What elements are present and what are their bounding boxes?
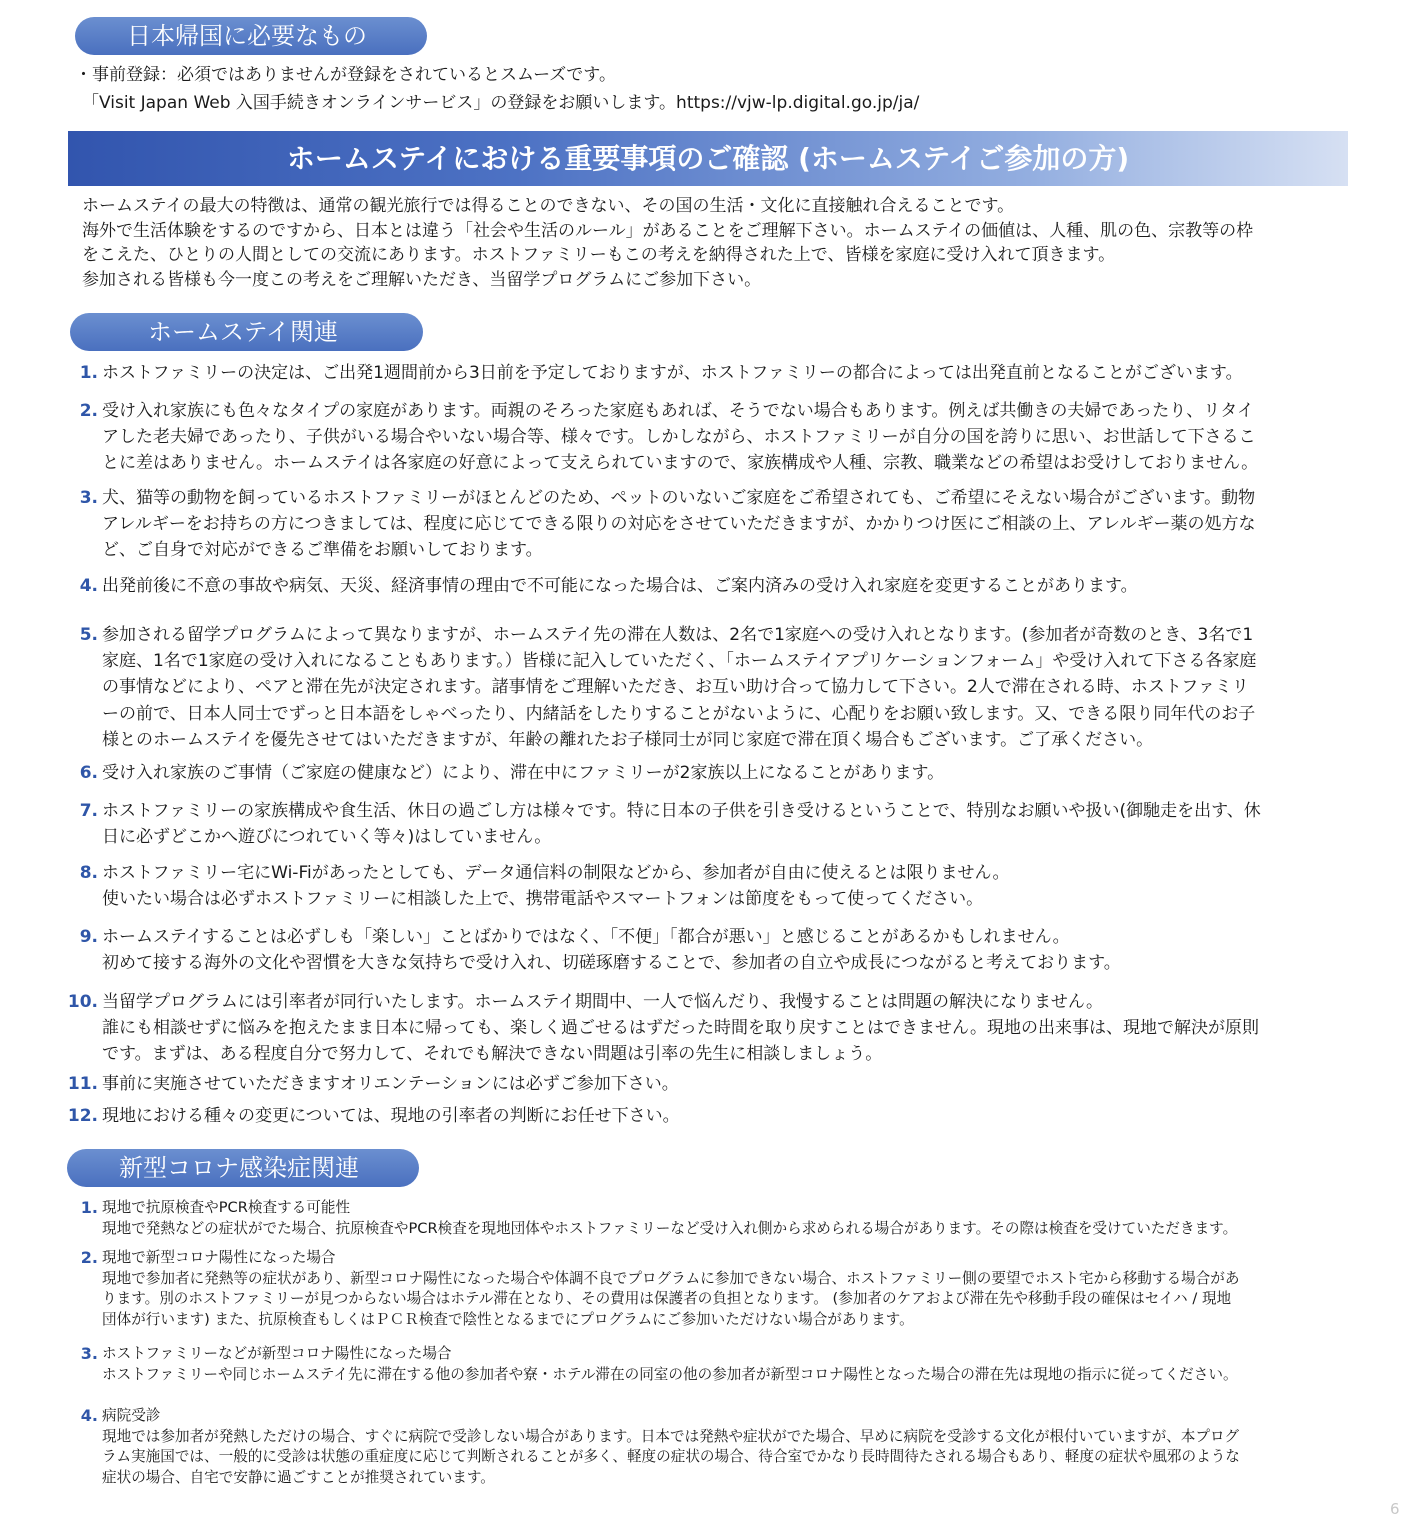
item-line: ホストファミリー宅にWi-Fiがあったとしても、データ通信料の制限などから、参加者が自由に使えるとは限りません。 — [102, 863, 1010, 883]
item-line: 犬、猫等の動物を飼っているホストファミリーがほとんどのため、ペットのいないご家庭をご希望されても、ご希望にそえない場合がございます。動物 — [102, 488, 1256, 508]
item-line: 現地で新型コロナ陽性になった場合 — [102, 1249, 336, 1266]
item-line: ホストファミリーや同じホームステイ先に滞在する他の参加者や寮・ホテル滞在の同室の他の参加者が新型コロナ陽性となった場合の滞在先は現地の指示に従ってください。 — [102, 1365, 1238, 1383]
item-line: 事前に実施させていただきますオリエンテーションには必ずご参加下さい。 — [102, 1074, 679, 1094]
item-line: 日に必ずどこかへ遊びにつれていく等々)はしていません。 — [102, 827, 552, 848]
item-text — [102, 760, 1352, 786]
item-number: 7. — [79, 801, 98, 821]
item-number: 1. — [79, 363, 98, 383]
item-line: 現地で発熱などの症状がでた場合、抗原検査やPCR検査を現地団体やホストファミリーなど受け入れ側から求められる場合があります。その際は検査を受けていただきます。 — [102, 1219, 1238, 1237]
item-line: ホストファミリーの決定は、ご出発1週間前から3日前を予定しておりますが、ホストファミリーの都合によっては出発直前となることがございます。 — [102, 363, 1243, 383]
item-line: ホストファミリーの家族構成や食生活、休日の過ごし方は様々です。特に日本の子供を引き受けるということで、特別なお願いや扱い(御馳走を出す、休 — [102, 801, 1261, 821]
item-line: 病院受診 — [102, 1407, 161, 1424]
item-line: 症状の場合、自宅で安静に過ごすことが推奨されています。 — [102, 1468, 495, 1486]
item-number: 12. — [67, 1106, 98, 1126]
item-number: 2. — [80, 1248, 98, 1267]
item-line: 受け入れ家族にも色々なタイプの家庭があります。両親のそろった家庭もあれば、そうでない場合もあります。例えば共働きの夫婦であったり、リタイ — [102, 401, 1254, 421]
item-text — [102, 1406, 1352, 1488]
item-number: 10. — [67, 992, 98, 1012]
item-text — [102, 573, 1352, 599]
item-text — [102, 1071, 1352, 1097]
item-line: 現地では参加者が発熱しただけの場合、すぐに病院で受診しない場合があります。日本では発熱や症状がでた場合、早めに病院を受診する文化が根付いていますが、本プログ — [102, 1427, 1240, 1445]
intro-line: をこえた、ひとりの人間としての交流にあります。ホストファミリーもこの考えを納得された上で、皆様を家庭に受け入れて頂きます。 — [82, 245, 1116, 266]
item-text — [102, 860, 1352, 912]
intro-line: 参加される皆様も今一度この考えをご理解いただき、当留学プログラムにご参加下さい。 — [82, 270, 762, 291]
item-text — [102, 798, 1352, 850]
item-text — [102, 360, 1352, 386]
item-line: の事情などにより、ペアと滞在先が決定されます。諸事情をご理解いただき、お互い助け合って協力して下さい。2人で滞在される時、ホストファミリ — [102, 677, 1249, 698]
item-line: 使いたい場合は必ずホストファミリーに相談した上で、携帯電話やスマートフォンは節度をもって使ってください。 — [102, 889, 984, 910]
item-number: 9. — [79, 927, 98, 947]
item-line: ど、ご自身で対応ができるご準備をお願いしております。 — [102, 540, 543, 561]
homestay-banner-title: ホームステイにおける重要事項のご確認 (ホームステイご参加の方) — [68, 131, 1348, 186]
return-line-2: 「Visit Japan Web 入国手続きオンラインサービス」の登録をお願いします。https://vjw-lp.digital.go.jp/ja/ — [82, 93, 920, 113]
item-line: 団体が行います) また、抗原検査もしくはＰＣＲ検査で陰性となるまでにプログラムにご参加いただけない場合があります。 — [102, 1310, 914, 1328]
item-line: とに差はありません。ホームステイは各家庭の好意によって支えられていますので、家族構成や人種、宗教、職業などの希望はお受けしておりません。 — [102, 453, 1259, 474]
item-text — [102, 1344, 1352, 1385]
item-line: 初めて接する海外の文化や習慣を大きな気持ちで受け入れ、切磋琢磨することで、参加者の自立や成長につながると考えております。 — [102, 953, 1121, 974]
item-line: 当留学プログラムには引率者が同行いたします。ホームステイ期間中、一人で悩んだり、我慢することは問題の解決になりません。 — [102, 992, 1103, 1012]
item-text — [102, 1103, 1352, 1129]
item-line: ーの前で、日本人同士でずっと日本語をしゃべったり、内緒話をしたりすることがないように、心配りをお願い致します。又、できる限り同年代のお子 — [102, 703, 1256, 724]
item-number: 6. — [79, 763, 98, 783]
item-number: 1. — [80, 1198, 98, 1217]
item-number: 4. — [80, 1406, 98, 1425]
item-line: ホームステイすることは必ずしも「楽しい」ことばかりではなく、「不便」「都合が悪い」と感じることがあるかもしれません。 — [102, 927, 1070, 947]
page-number: 6 — [1390, 1500, 1400, 1518]
section-heading-return: 日本帰国に必要なもの — [75, 17, 427, 55]
item-text — [102, 924, 1352, 976]
item-line: アした老夫婦であったり、子供がいる場合やいない場合等、様々です。しかしながら、ホストファミリーが自分の国を誇りに思い、お世話して下さるこ — [102, 427, 1256, 448]
item-text — [102, 1198, 1352, 1239]
item-number: 4. — [79, 576, 98, 596]
item-number: 3. — [80, 1344, 98, 1363]
section-heading-homestay: ホームステイ関連 — [70, 313, 423, 351]
item-number: 2. — [79, 401, 98, 421]
item-line: ラム実施国では、一般的に受診は状態の重症度に応じて判断されることが多く、軽度の症状の場合、待合室でかなり長時間待たされる場合もあり、軽度の症状や風邪のような — [102, 1448, 1240, 1466]
item-line: 家庭、1名で1家庭の受け入れになることもあります。）皆様に記入していただく、「ホームステイアプリケーションフォーム」や受け入れて下さる各家庭 — [102, 651, 1257, 672]
item-text — [102, 485, 1352, 564]
intro-paragraph — [82, 194, 1357, 293]
return-line-1: ・事前登録：必須ではありませんが登録をされているとスムーズです。 — [75, 65, 616, 85]
intro-line: 海外で生活体験をするのですから、日本とは違う「社会や生活のルール」があることをご理解下さい。ホームステイの価値は、人種、肌の色、宗教等の枠 — [82, 220, 1254, 241]
item-line: 参加される留学プログラムによって異なりますが、ホームステイ先の滞在人数は、2名で1家庭への受け入れとなります。(参加者が奇数のとき、3名で1 — [102, 625, 1254, 645]
item-line: 現地で抗原検査やPCR検査する可能性 — [102, 1199, 351, 1216]
item-line: 現地で参加者に発熱等の症状があり、新型コロナ陽性になった場合や体調不良でプログラムに参加できない場合、ホストファミリー側の要望でホスト宅から移動する場合があ — [102, 1269, 1240, 1287]
item-line: 出発前後に不意の事故や病気、天災、経済事情の理由で不可能になった場合は、ご案内済みの受け入れ家庭を変更することがあります。 — [102, 576, 1138, 596]
item-line: ります。別のホストファミリーが見つからない場合はホテル滞在となり、その費用は保護者の負担となります。 (参加者のケアおよび滞在先や移動手段の確保はセイハ / 現地 — [102, 1290, 1232, 1308]
item-line: 現地における種々の変更については、現地の引率者の判断にお任せ下さい。 — [102, 1106, 680, 1126]
item-text — [102, 989, 1352, 1068]
item-line: アレルギーをお持ちの方につきましては、程度に応じてできる限りの対応をさせていただきますが、かかりつけ医にご相談の上、アレルギー薬の処方な — [102, 514, 1256, 535]
item-line: です。まずは、ある程度自分で努力して、それでも解決できない問題は引率の先生に相談しましょう。 — [102, 1044, 883, 1065]
section-heading-covid: 新型コロナ感染症関連 — [67, 1149, 419, 1187]
item-number: 3. — [79, 488, 98, 508]
item-number: 8. — [79, 863, 98, 883]
item-text — [102, 622, 1352, 753]
item-number: 11. — [67, 1074, 98, 1094]
item-text — [102, 398, 1352, 477]
item-line: 様とのホームステイを優先させてはいただきますが、年齢の離れたお子様同士が同じ家庭で滞在頂く場合もございます。ご了承ください。 — [102, 729, 1154, 750]
item-number: 5. — [79, 625, 98, 645]
item-line: ホストファミリーなどが新型コロナ陽性になった場合 — [102, 1345, 452, 1362]
item-text — [102, 1248, 1352, 1330]
item-line: 受け入れ家族のご事情（ご家庭の健康など）により、滞在中にファミリーが2家族以上になることがあります。 — [102, 763, 945, 783]
intro-line: ホームステイの最大の特徴は、通常の観光旅行では得ることのできない、その国の生活・文化に直接触れ合えることです。 — [82, 196, 1015, 216]
item-line: 誰にも相談せずに悩みを抱えたまま日本に帰っても、楽しく過ごせるはずだった時間を取り戻すことはできません。現地の出来事は、現地で解決が原則 — [102, 1018, 1260, 1039]
